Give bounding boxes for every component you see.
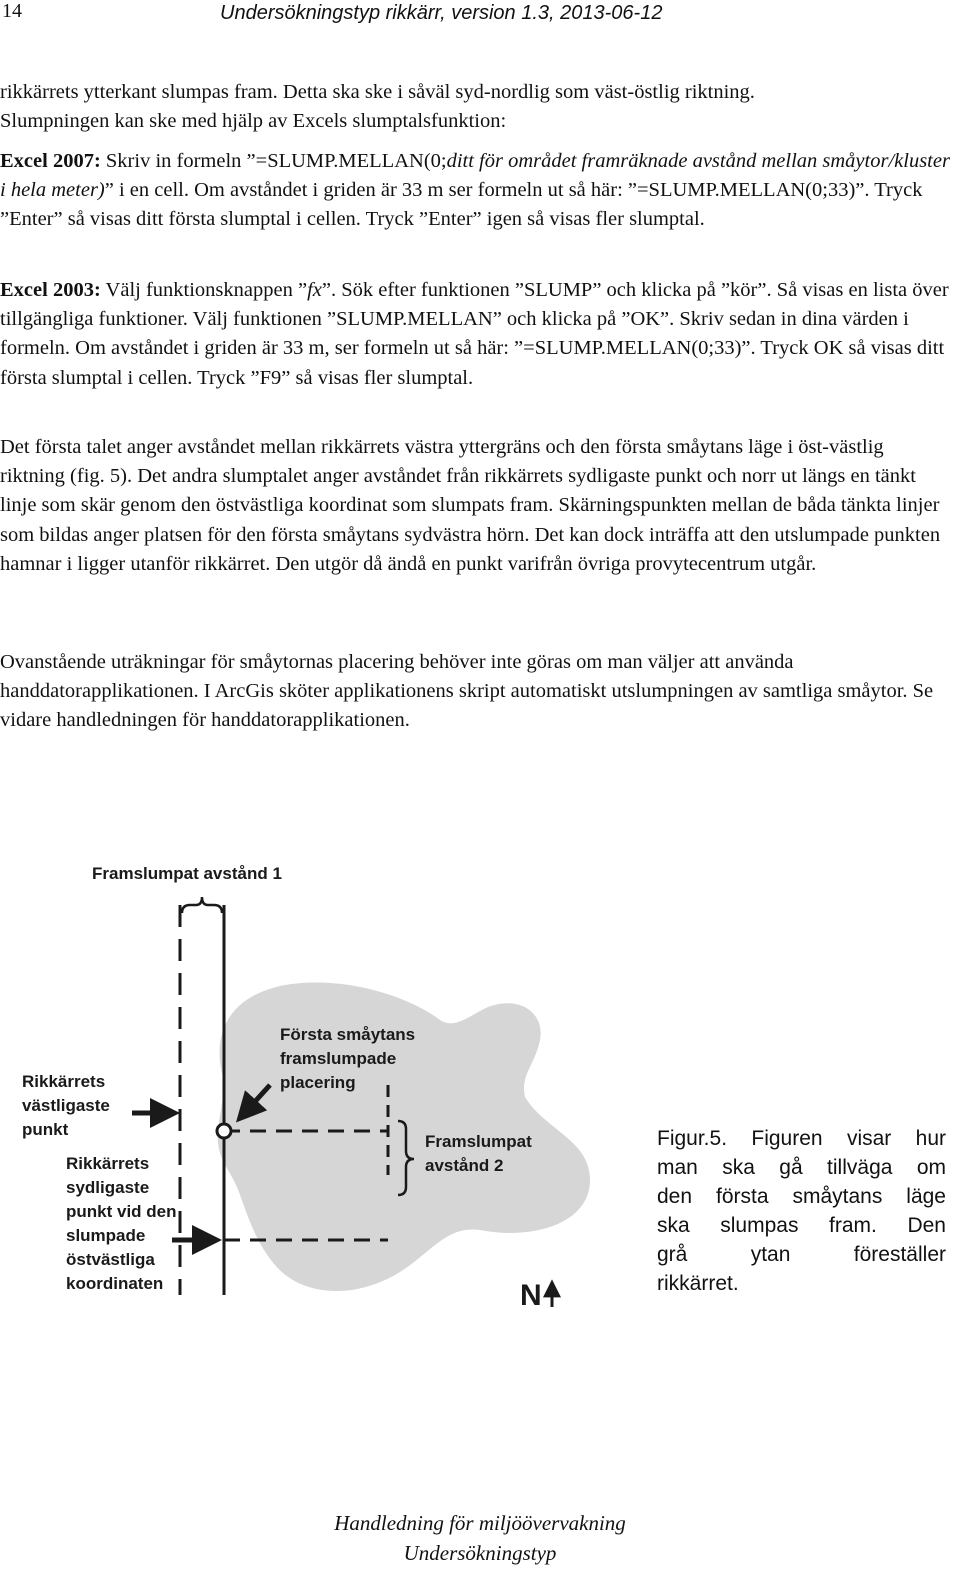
caption-line: Figur.5. Figuren visar hur: [657, 1127, 946, 1150]
caption-line: man ska gå tillväga om: [657, 1156, 946, 1179]
page-footer: [0, 1508, 960, 1568]
label-south-point: punkt vid den: [66, 1202, 177, 1221]
page-header: [0, 0, 960, 30]
label-first-plot: Första småytans: [280, 1025, 416, 1044]
label-south-point: koordinaten: [66, 1274, 164, 1293]
paragraph-explanation: [0, 433, 950, 579]
running-head: Undersökningstyp rikkärr, version 1.3, 2013-06-12: [220, 2, 663, 24]
label-distance-2: Framslumpat: [425, 1132, 532, 1151]
footer-line: Handledning för miljöövervakning: [334, 1511, 626, 1535]
label-south-point: slumpade: [66, 1226, 146, 1245]
paragraph-text: Det första talet anger avståndet mellan rikkärrets västra yttergräns och den första småytans läge i öst-västlig riktning (fig. 5). Det andra slumptalet anger avståndet från rikkärrets sydligaste punkt och norr ut längs en tänkt linje som skär genom den östvästliga koordinat som slumpats fram. Skärningspunkten mellan de båda tänkta linjer som bildas anger platsen för den första småytans sydvästra hörn. Det kan dock inträffa att den utslumpade punkten hamnar i ligger utanför rikkärret. Den utgör då ändå en punkt varifrån övriga provytecentrum utgår.: [0, 436, 941, 575]
excel-2007-label: Excel 2007:: [0, 150, 101, 172]
label-west-point: Rikkärrets: [22, 1072, 106, 1091]
label-west-point: västligaste: [22, 1096, 110, 1115]
label-south-point: sydligaste: [66, 1178, 150, 1197]
brace-distance-1: [182, 897, 222, 913]
caption-line: rikkärret.: [657, 1272, 739, 1295]
caption-line: den första småytans läge: [657, 1185, 946, 1208]
label-south-point: Rikkärrets: [66, 1154, 150, 1173]
figure-5-diagram: [0, 835, 620, 1330]
text-segment: Skriv in formeln ”=SLUMP.MELLAN(0;: [100, 150, 447, 172]
paragraph-excel-2007: [0, 147, 950, 235]
label-first-plot: placering: [280, 1073, 356, 1092]
text-line: rikkärrets ytterkant slumpas fram. Detta ska ske i såväl syd-nordlig som väst-östlig riktning.: [0, 81, 755, 103]
paragraph-handheld: [0, 648, 950, 736]
north-label: N: [520, 1279, 542, 1312]
paragraph-excel-2003: [0, 276, 950, 393]
caption-line: ska slumpas fram. Den: [657, 1214, 946, 1237]
text-segment: ” i en cell. Om avståndet i griden är 33 m ser formeln ut så här: ”=SLUMP.MELLAN(0;33)”. Tryck ”Enter” så visas ditt första slumptal i cellen. Tryck ”Enter” igen så visas fler slumptal.: [0, 179, 923, 231]
label-south-point: östvästliga: [66, 1250, 155, 1269]
label-distance-2: avstånd 2: [425, 1156, 504, 1175]
figure-caption: [657, 1124, 946, 1298]
text-segment: Välj funktionsknappen ”: [100, 279, 308, 301]
caption-line: grå ytan föreställer: [657, 1243, 946, 1266]
text-line: Slumpningen kan ske med hjälp av Excels slumptalsfunktion:: [0, 110, 507, 133]
first-plot-point: [217, 1124, 231, 1138]
fx-symbol: fx: [307, 279, 322, 301]
label-first-plot: framslumpade: [280, 1049, 397, 1068]
footer-line: Undersökningstyp: [403, 1541, 557, 1565]
label-distance-1: Framslumpat avstånd 1: [92, 864, 282, 883]
page-number: 14: [2, 0, 22, 22]
text-segment-italic: ditt för området framräknade avstånd mellan småytor/kluster i hela meter): [0, 150, 950, 202]
paragraph-text: Ovanstående uträkningar för småytornas placering behöver inte göras om man väljer att använda handdatorapplikationen. I ArcGis sköter applikationens skript automatiskt utslumpningen av samtliga småytor. Se vidare handledningen för handdatorapplikationen.: [0, 651, 934, 732]
label-west-point: punkt: [22, 1120, 69, 1139]
excel-2003-label: Excel 2003:: [0, 279, 101, 301]
text-segment: ”. Sök efter funktionen ”SLUMP” och klicka på ”kör”. Så visas en lista över tillgängliga funktioner. Välj funktionen ”SLUMP.MELLAN” och klicka på ”OK”. Skriv sedan in dina värden i formeln. Om avståndet i griden är 33 m, ser formeln ut så här: ”=SLUMP.MELLAN(0;33)”. Tryck OK så visas ditt första slumptal i cellen. Tryck ”F9” så visas fler slumptal.: [0, 279, 949, 389]
paragraph-intro: [0, 78, 950, 136]
